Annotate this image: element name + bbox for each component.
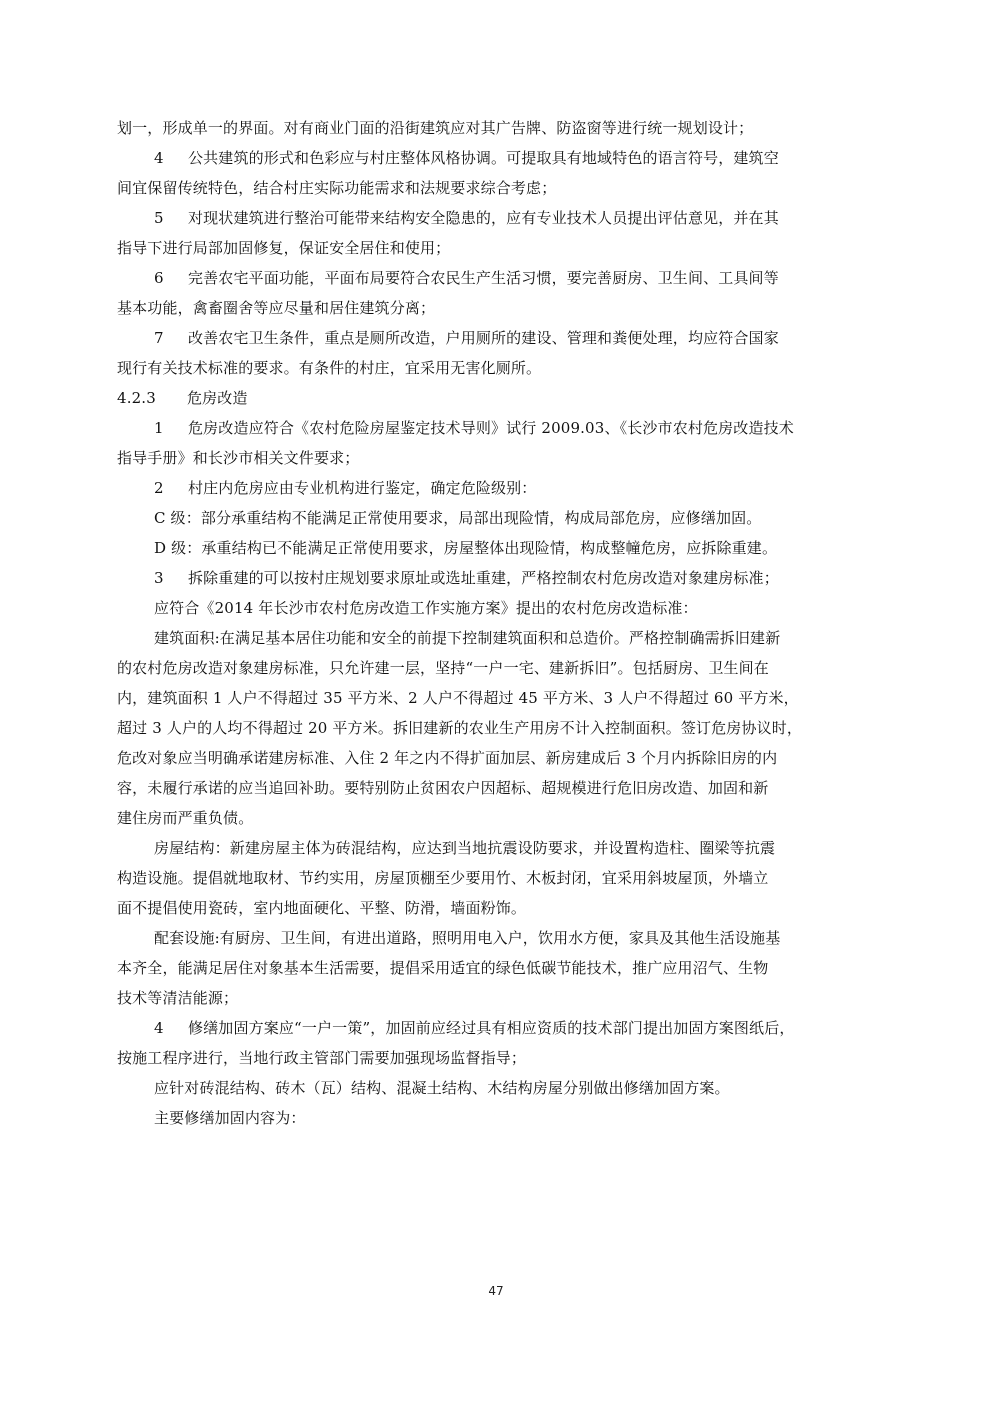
text-line [117, 323, 877, 353]
line-text: 指导下进行局部加固修复，保证安全居住和使用； [117, 239, 451, 257]
text-line [117, 953, 877, 983]
line-text: 拆除重建的可以按村庄规划要求原址或选址重建，严格控制农村危房改造对象建房标准； [188, 569, 779, 587]
line-text: 划一，形成单一的界面。对有商业门面的沿街建筑应对其广告牌、防盗窗等进行统一规划设计； [117, 119, 754, 137]
item-number: 5 [154, 209, 164, 227]
text-line [117, 923, 877, 953]
text-line [117, 1013, 877, 1043]
line-text: 间宜保留传统特色，结合村庄实际功能需求和法规要求综合考虑； [117, 179, 557, 197]
text-line [117, 833, 877, 863]
text-line [117, 863, 877, 893]
text-line [117, 233, 877, 263]
page-number: 47 [488, 1284, 504, 1298]
line-text: 面不提倡使用瓷砖，室内地面硬化、平整、防滑，墙面粉饰。 [117, 899, 527, 917]
line-text: 修缮加固方案应“一户一策”，加固前应经过具有相应资质的技术部门提出加固方案图纸后， [188, 1019, 795, 1037]
line-text: 容，未履行承诺的应当追回补助。要特别防止贫困农户因超标、超规模进行危旧房改造、加固和新 [117, 779, 769, 797]
text-line [117, 413, 877, 443]
line-text: 配套设施:有厨房、卫生间，有进出道路，照明用电入户，饮用水方便，家具及其他生活设施基 [154, 929, 781, 947]
text-line [117, 533, 877, 563]
text-line [117, 593, 877, 623]
line-text: 改善农宅卫生条件，重点是厕所改造，户用厕所的建设、管理和粪便处理，均应符合国家 [188, 329, 779, 347]
text-line [117, 503, 877, 533]
line-text: 主要修缮加固内容为： [154, 1109, 306, 1127]
text-line [117, 563, 877, 593]
line-text: 指导手册》和长沙市相关文件要求； [117, 449, 360, 467]
item-number: 2 [154, 479, 164, 497]
item-number: 4 [154, 1019, 164, 1037]
text-line [117, 173, 877, 203]
text-line [117, 983, 877, 1013]
line-text: 建筑面积:在满足基本居住功能和安全的前提下控制建筑面积和总造价。严格控制确需拆旧建新 [154, 629, 781, 647]
line-text: 应符合《2014 年长沙市农村危房改造工作实施方案》提出的农村危房改造标准： [154, 599, 698, 617]
line-text: 完善农宅平面功能，平面布局要符合农民生产生活习惯，要完善厨房、卫生间、工具间等 [188, 269, 779, 287]
text-line [117, 713, 877, 743]
line-text: 危房改造应符合《农村危险房屋鉴定技术导则》试行 2009.03、《长沙市农村危房改造技术 [188, 419, 794, 437]
item-number: 3 [154, 569, 164, 587]
line-text: 建住房而严重负债。 [117, 809, 254, 827]
document-body [117, 113, 877, 1133]
text-line [117, 743, 877, 773]
text-line [117, 203, 877, 233]
line-text: 按施工程序进行，当地行政主管部门需要加强现场监督指导； [117, 1049, 527, 1067]
text-line [117, 473, 877, 503]
line-text: 超过 3 人户的人均不得超过 20 平方米。拆旧建新的农业生产用房不计入控制面积。签订危房协议时， [117, 719, 803, 737]
item-number: 7 [154, 329, 164, 347]
text-line [117, 143, 877, 173]
item-number: 4 [154, 149, 164, 167]
line-text: D 级：承重结构已不能满足正常使用要求，房屋整体出现险情，构成整幢危房，应拆除重建。 [154, 539, 778, 557]
text-line [117, 1043, 877, 1073]
text-line [117, 1073, 877, 1103]
text-line [117, 353, 877, 383]
line-text: 对现状建筑进行整治可能带来结构安全隐患的，应有专业技术人员提出评估意见，并在其 [188, 209, 779, 227]
line-text: 公共建筑的形式和色彩应与村庄整体风格协调。可提取具有地域特色的语言符号，建筑空 [188, 149, 779, 167]
text-line [117, 113, 877, 143]
line-text: 现行有关技术标准的要求。有条件的村庄，宜采用无害化厕所。 [117, 359, 542, 377]
line-text: C 级：部分承重结构不能满足正常使用要求，局部出现险情，构成局部危房，应修缮加固。 [154, 509, 762, 527]
text-line [117, 383, 877, 413]
text-line [117, 293, 877, 323]
line-text: 危房改造 [187, 389, 248, 407]
text-line [117, 683, 877, 713]
line-text: 应针对砖混结构、砖木（瓦）结构、混凝土结构、木结构房屋分别做出修缮加固方案。 [154, 1079, 730, 1097]
line-text: 危改对象应当明确承诺建房标准、入住 2 年之内不得扩面加层、新房建成后 3 个月内拆除旧房的内 [117, 749, 778, 767]
line-text: 的农村危房改造对象建房标准，只允许建一层，坚持“一户一宅、建新拆旧”。包括厨房、卫生间在 [117, 659, 769, 677]
text-line [117, 263, 877, 293]
line-text: 村庄内危房应由专业机构进行鉴定，确定危险级别： [188, 479, 537, 497]
text-line [117, 653, 877, 683]
text-line [117, 773, 877, 803]
text-line [117, 893, 877, 923]
text-line [117, 623, 877, 653]
line-text: 房屋结构：新建房屋主体为砖混结构，应达到当地抗震设防要求，并设置构造柱、圈梁等抗震 [154, 839, 776, 857]
line-text: 内，建筑面积 1 人户不得超过 35 平方米、2 人户不得超过 45 平方米、3 人户不得超过 60 平方米， [117, 689, 799, 707]
item-number: 6 [154, 269, 164, 287]
section-number: 4.2.3 [117, 389, 156, 407]
text-line [117, 1103, 877, 1133]
line-text: 构造设施。提倡就地取材、节约实用，房屋顶棚至少要用竹、木板封闭，宜采用斜坡屋顶，外墙立 [117, 869, 769, 887]
line-text: 技术等清洁能源； [117, 989, 239, 1007]
line-text: 基本功能，禽畜圈舍等应尽量和居住建筑分离； [117, 299, 436, 317]
line-text: 本齐全，能满足居住对象基本生活需要，提倡采用适宜的绿色低碳节能技术，推广应用沼气、生物 [117, 959, 769, 977]
text-line [117, 803, 877, 833]
item-number: 1 [154, 419, 164, 437]
text-line [117, 443, 877, 473]
